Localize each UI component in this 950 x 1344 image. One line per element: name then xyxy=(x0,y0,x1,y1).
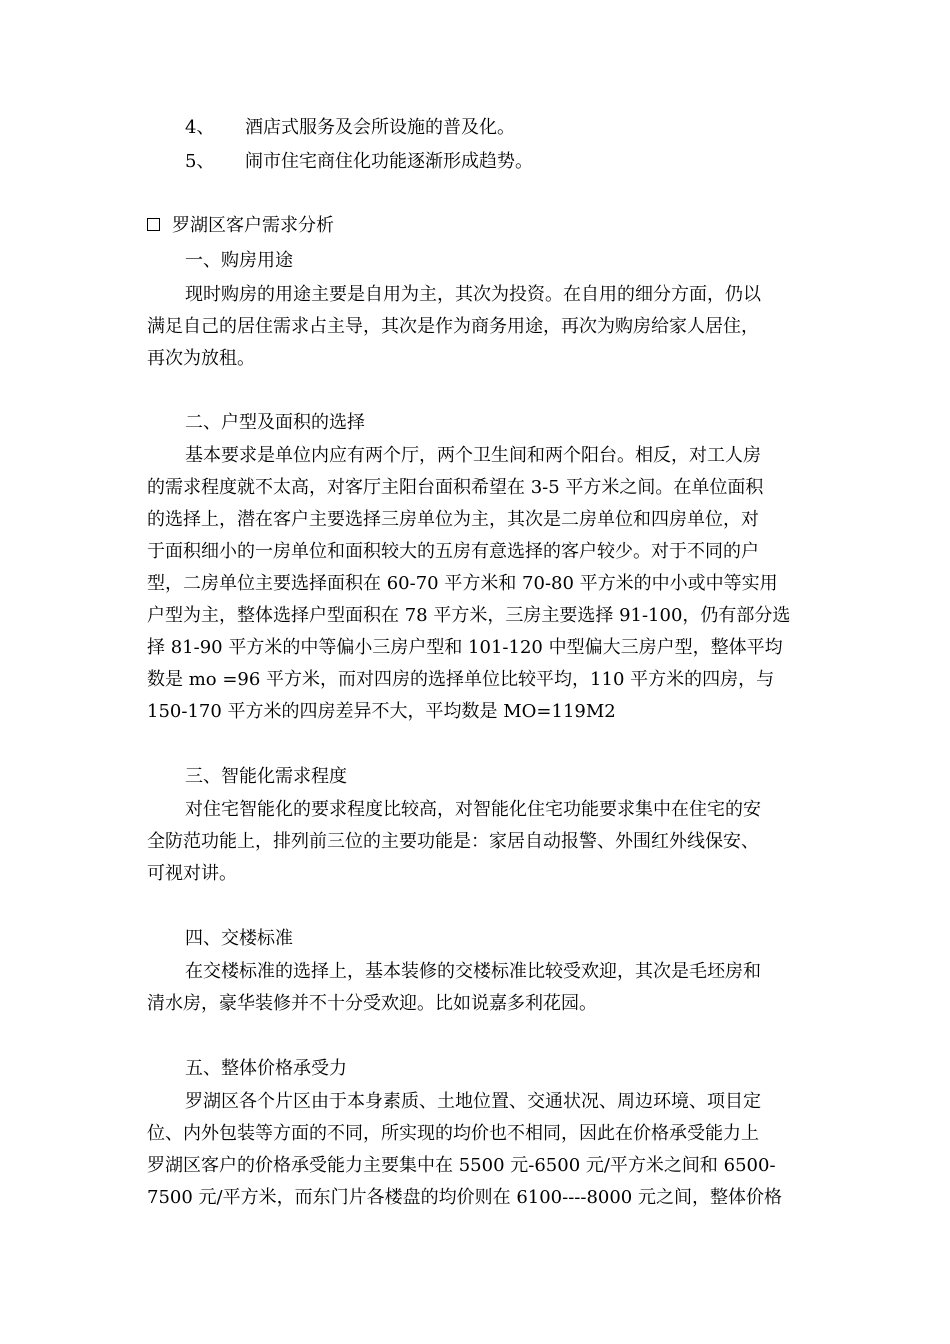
section-heading: 三、智能化需求程度 xyxy=(185,766,347,787)
paragraph-line: 于面积细小的一房单位和面积较大的五房有意选择的客户较少。对于不同的户 xyxy=(147,541,759,562)
list-item-text: 闹市住宅商住化功能逐渐形成趋势。 xyxy=(245,151,533,172)
paragraph-line: 对住宅智能化的要求程度比较高，对智能化住宅功能要求集中在住宅的安 xyxy=(185,799,761,820)
paragraph-line: 150-170 平方米的四房差异不大，平均数是 MO=119M2 xyxy=(147,701,616,722)
paragraph-line: 清水房，豪华装修并不十分受欢迎。比如说嘉多利花园。 xyxy=(147,993,597,1014)
paragraph-line: 型，二房单位主要选择面积在 60-70 平方米和 70-80 平方米的中小或中等实用 xyxy=(147,573,778,594)
paragraph-line: 现时购房的用途主要是自用为主，其次为投资。在自用的细分方面，仍以 xyxy=(185,284,761,305)
paragraph-line: 择 81-90 平方米的中等偏小三房户型和 101-120 中型偏大三房户型，整体平均 xyxy=(147,637,783,658)
paragraph-line: 位、内外包装等方面的不同，所实现的均价也不相同，因此在价格承受能力上 xyxy=(147,1123,759,1144)
checkbox-icon xyxy=(147,218,160,231)
section-title xyxy=(147,214,334,238)
list-item-number: 5、 xyxy=(185,151,215,172)
paragraph-line: 的需求程度就不太高，对客厅主阳台面积希望在 3-5 平方米之间。在单位面积 xyxy=(147,477,764,498)
paragraph-line: 可视对讲。 xyxy=(147,863,237,884)
list-item-number: 4、 xyxy=(185,117,215,138)
paragraph-line: 7500 元/平方米，而东门片各楼盘的均价则在 6100----8000 元之间，整体价格 xyxy=(147,1187,782,1208)
section-title-text: 罗湖区客户需求分析 xyxy=(172,215,334,236)
section-heading: 二、户型及面积的选择 xyxy=(185,412,365,433)
section-heading: 四、交楼标准 xyxy=(185,928,293,949)
paragraph-line: 户型为主，整体选择户型面积在 78 平方米，三房主要选择 91-100，仍有部分选 xyxy=(147,605,791,626)
paragraph-line: 在交楼标准的选择上，基本装修的交楼标准比较受欢迎，其次是毛坯房和 xyxy=(185,961,761,982)
paragraph-line: 罗湖区客户的价格承受能力主要集中在 5500 元-6500 元/平方米之间和 6500- xyxy=(147,1155,776,1176)
paragraph-line: 全防范功能上，排列前三位的主要功能是：家居自动报警、外围红外线保安、 xyxy=(147,831,759,852)
paragraph-line: 满足自己的居住需求占主导，其次是作为商务用途，再次为购房给家人居住， xyxy=(147,316,759,337)
section-heading: 五、整体价格承受力 xyxy=(185,1058,347,1079)
paragraph-line: 基本要求是单位内应有两个厅，两个卫生间和两个阳台。相反，对工人房 xyxy=(185,445,761,466)
section-heading: 一、购房用途 xyxy=(185,250,293,271)
paragraph-line: 的选择上，潜在客户主要选择三房单位为主，其次是二房单位和四房单位，对 xyxy=(147,509,759,530)
paragraph-line: 再次为放租。 xyxy=(147,348,255,369)
paragraph-line: 数是 mo =96 平方米，而对四房的选择单位比较平均，110 平方米的四房，与 xyxy=(147,669,775,690)
list-item-text: 酒店式服务及会所设施的普及化。 xyxy=(245,117,515,138)
paragraph-line: 罗湖区各个片区由于本身素质、土地位置、交通状况、周边环境、项目定 xyxy=(185,1091,761,1112)
